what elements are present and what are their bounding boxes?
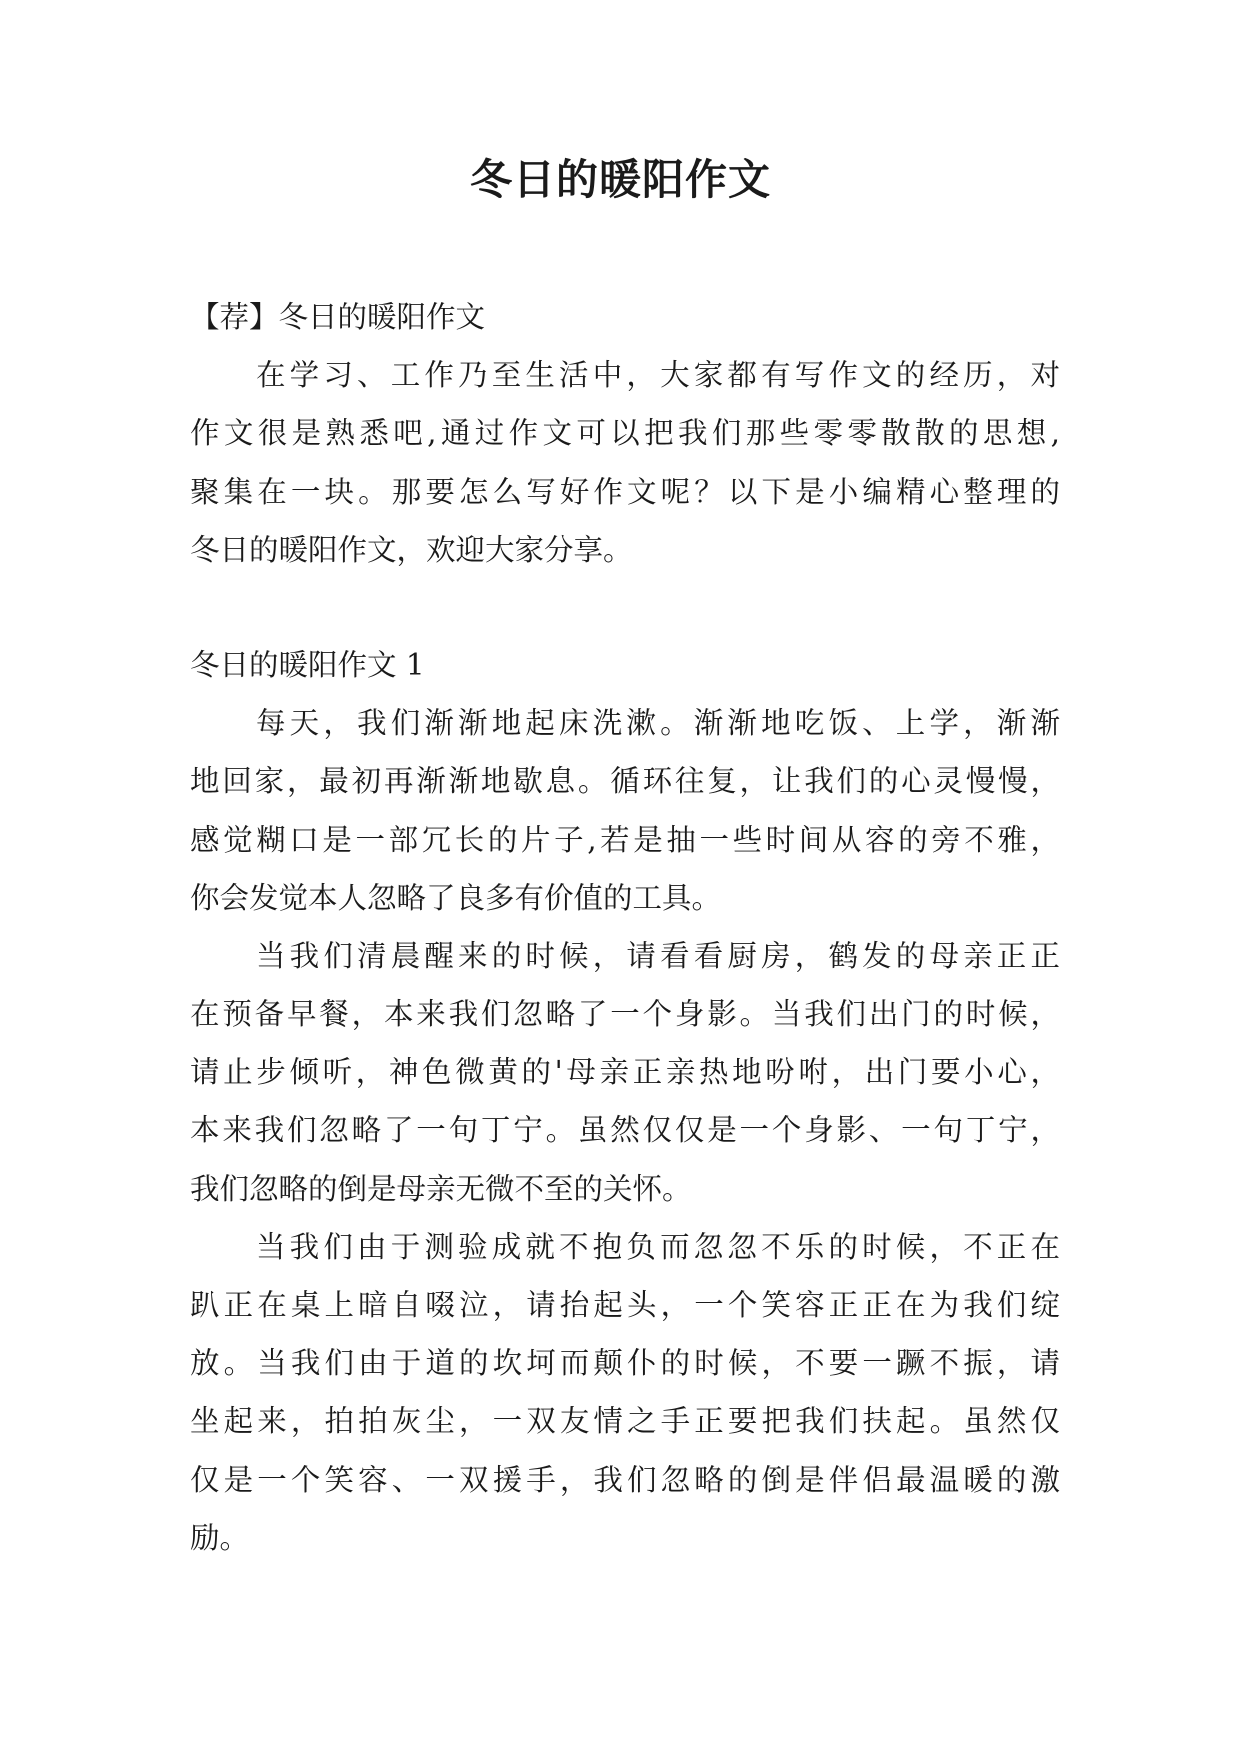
paragraph-line: 你会发觉本人忽略了良多有价值的工具。: [190, 880, 722, 915]
paragraph-line: 请止步倾听，神色微黄的'母亲正亲热地吩咐，出门要小心，: [190, 1055, 1060, 1090]
paragraph-line: 地回家，最初再渐渐地歇息。循环往复，让我们的心灵慢慢，: [190, 764, 1060, 799]
section-gap: [190, 579, 1060, 636]
paragraph-line: 每天，我们渐渐地起床洗漱。渐渐地吃饭、上学，渐渐: [256, 706, 1060, 741]
paragraph-line: 励。: [190, 1520, 250, 1555]
intro-line: 聚集在一块。那要怎么写好作文呢？以下是小编精心整理的: [190, 474, 1060, 509]
paragraph-line: 坐起来，拍拍灰尘，一双友情之手正要把我们扶起。虽然仅: [190, 1404, 1060, 1439]
intro-line: 作文很是熟悉吧,通过作文可以把我们那些零零散散的思想,: [190, 416, 1060, 451]
paragraph-line: 当我们由于测验成就不抱负而忽忽不乐的时候，不正在: [256, 1229, 1060, 1264]
paragraph-line: 当我们清晨醒来的时候，请看看厨房，鹤发的母亲正正: [256, 938, 1060, 973]
paragraph-line: 放。当我们由于道的坎坷而颠仆的时候，不要一蹶不振，请: [190, 1346, 1060, 1381]
paragraph-line: 仅是一个笑容、一双援手，我们忽略的倒是伴侣最温暖的激: [190, 1462, 1060, 1497]
intro-line: 冬日的暖阳作文，欢迎大家分享。: [190, 532, 633, 567]
paragraph-3: [190, 1218, 1060, 1567]
paragraph-line: 我们忽略的倒是母亲无微不至的关怀。: [190, 1171, 692, 1206]
paragraph-line: 感觉糊口是一部冗长的片子,若是抽一些时间从容的旁不雅，: [190, 822, 1060, 857]
document-body: [190, 288, 1060, 1567]
section-heading: 冬日的暖阳作文 1: [190, 647, 425, 682]
paragraph-line: 在预备早餐，本来我们忽略了一个身影。当我们出门的时候，: [190, 997, 1060, 1032]
paragraph-line: 趴正在桌上暗自啜泣，请抬起头，一个笑容正正在为我们绽: [190, 1288, 1060, 1322]
intro-paragraph: [190, 346, 1060, 579]
paragraph-1: [190, 694, 1060, 927]
intro-heading: 【荐】冬日的暖阳作文: [190, 300, 486, 334]
document-title: 冬日的暖阳作文: [469, 155, 771, 204]
paragraph-2: [190, 927, 1060, 1218]
intro-line: 在学习、工作乃至生活中，大家都有写作文的经历，对: [256, 358, 1060, 393]
paragraph-line: 本来我们忽略了一句丁宁。虽然仅仅是一个身影、一句丁宁，: [190, 1113, 1060, 1148]
